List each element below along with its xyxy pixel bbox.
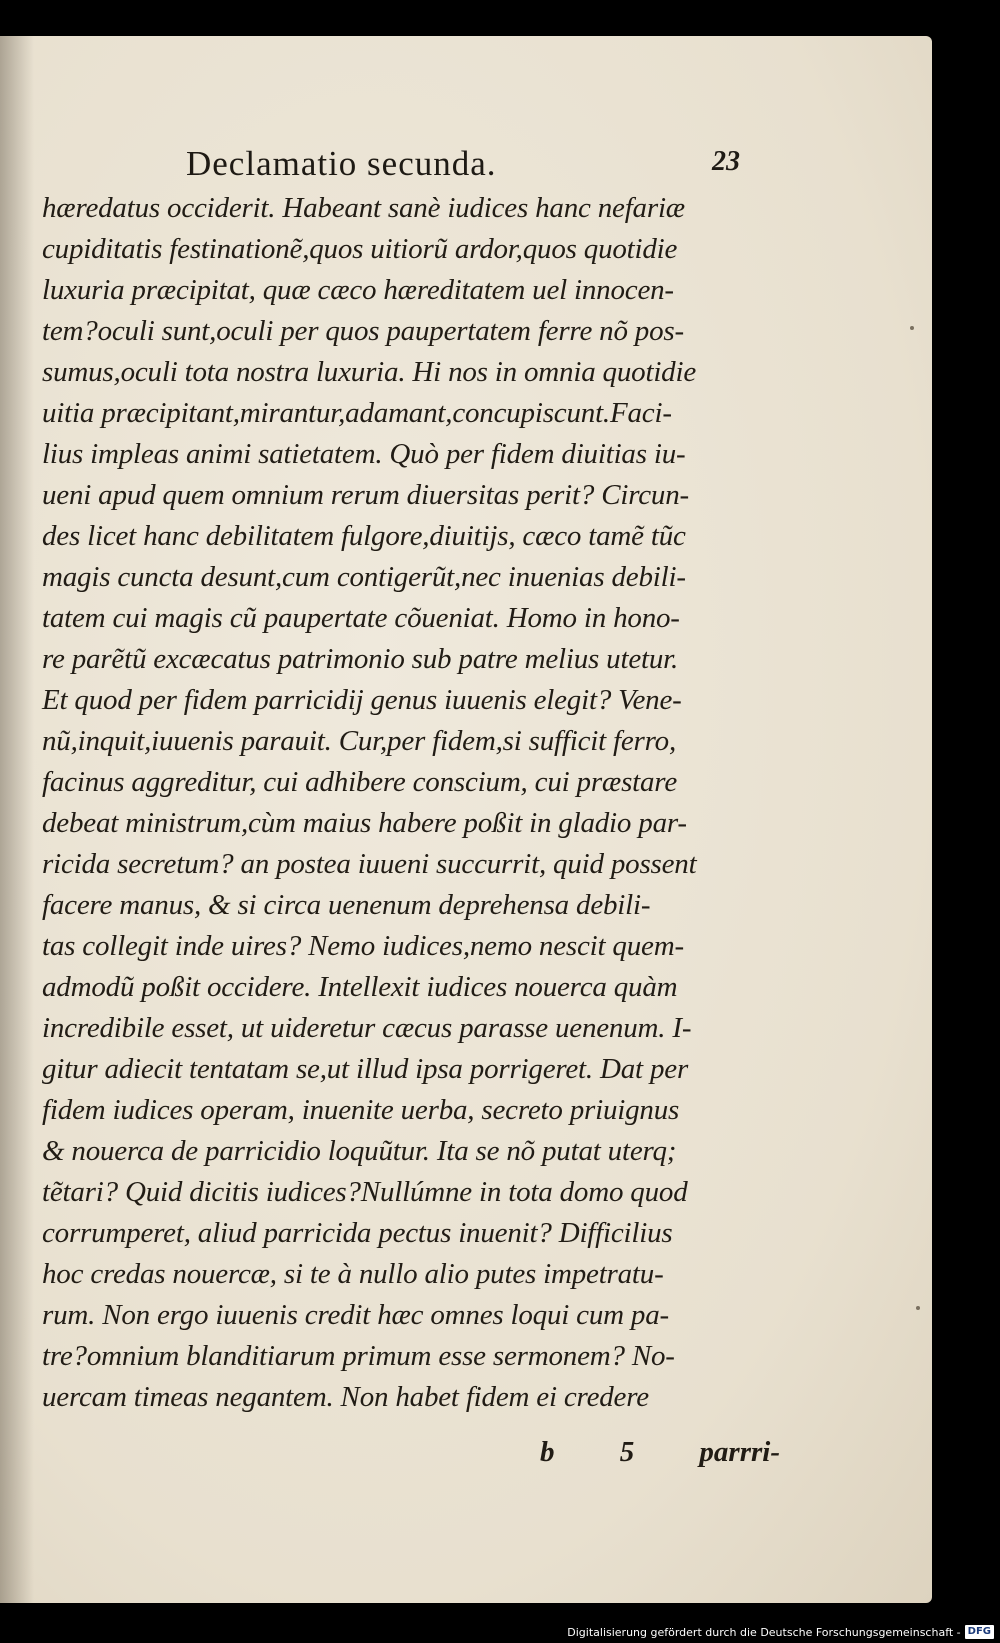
funding-text: Digitalisierung gefördert durch die Deutsche Forschungsgemeinschaft - [567, 1625, 961, 1639]
text-line: luxuria præcipitat, quæ cæco hæreditatem uel innocen- [42, 274, 674, 306]
text-line: gitur adiecit tentatam se,ut illud ipsa porrigeret. Dat per [42, 1053, 689, 1085]
text-line: tẽtari? Quid dicitis iudices?Nullúmne in tota domo quod [42, 1176, 688, 1208]
paper-speck [916, 1306, 920, 1310]
signature-and-catchword [540, 1436, 780, 1469]
text-line: tre?omnium blanditiarum primum esse sermonem? No- [42, 1340, 675, 1372]
signature-number: 5 [619, 1436, 635, 1468]
catchword: parrri- [699, 1436, 780, 1468]
funding-footer [567, 1623, 994, 1641]
dfg-logo: DFG [965, 1625, 994, 1639]
text-line: Et quod per fidem parricidij genus iuuenis elegit? Vene- [42, 684, 682, 716]
book-page [0, 36, 932, 1603]
text-line: incredibile esset, ut uideretur cæcus parasse uenenum. I- [42, 1012, 692, 1044]
text-line: re parẽtũ excæcatus patrimonio sub patre melius utetur. [42, 643, 679, 675]
text-line: sumus,oculi tota nostra luxuria. Hi nos in omnia quotidie [42, 356, 697, 388]
text-line: fidem iudices operam, inuenite uerba, secreto priuignus [42, 1094, 680, 1126]
text-line: des licet hanc debilitatem fulgore,diuitijs, cæco tamẽ tũc [42, 520, 686, 552]
text-line: hoc credas nouercæ, si te à nullo alio putes impetratu- [42, 1258, 664, 1290]
signature-letter: b [540, 1436, 555, 1468]
text-line: ueni apud quem omnium rerum diuersitas perit? Circun- [42, 479, 689, 511]
text-line: debeat ministrum,cùm maius habere poßit in gladio par- [42, 807, 687, 839]
text-line: tas collegit inde uires? Nemo iudices,nemo nescit quem- [42, 930, 684, 962]
text-line: facere manus, & si circa uenenum deprehensa debili- [42, 889, 651, 921]
text-line: rum. Non ergo iuuenis credit hæc omnes loqui cum pa- [42, 1299, 669, 1331]
text-line: tatem cui magis cũ paupertate cõueniat. Homo in hono- [42, 602, 680, 634]
text-line: corrumperet, aliud parricida pectus inuenit? Difficilius [42, 1217, 673, 1249]
text-line: ricida secretum? an postea iuueni succurrit, quid possent [42, 848, 697, 880]
running-head: Declamatio secunda. [186, 144, 497, 183]
text-line: magis cuncta desunt,cum contigerũt,nec inuenias debili- [42, 561, 686, 593]
text-block [42, 188, 782, 1418]
text-line: nũ,inquit,iuuenis parauit. Cur,per fidem,si sufficit ferro, [42, 725, 677, 757]
text-line: facinus aggreditur, cui adhibere conscium, cui præstare [42, 766, 677, 798]
text-line: uitia præcipitant,mirantur,adamant,concupiscunt.Faci- [42, 397, 672, 429]
text-line: & nouerca de parricidio loquũtur. Ita se nõ putat uterq; [42, 1135, 677, 1167]
text-line: uercam timeas negantem. Non habet fidem ei credere [42, 1381, 649, 1413]
text-line: cupiditatis festinationẽ,quos uitiorũ ardor,quos quotidie [42, 233, 678, 265]
text-line: admodũ poßit occidere. Intellexit iudices nouerca quàm [42, 971, 678, 1003]
text-line: hæredatus occiderit. Habeant sanè iudices hanc nefariæ [42, 192, 685, 224]
paper-speck [910, 326, 914, 330]
text-line: tem?oculi sunt,oculi per quos paupertatem ferre nõ pos- [42, 315, 684, 347]
page-number: 23 [712, 146, 740, 177]
text-line: lius impleas animi satietatem. Quò per fidem diuitias iu- [42, 438, 686, 470]
